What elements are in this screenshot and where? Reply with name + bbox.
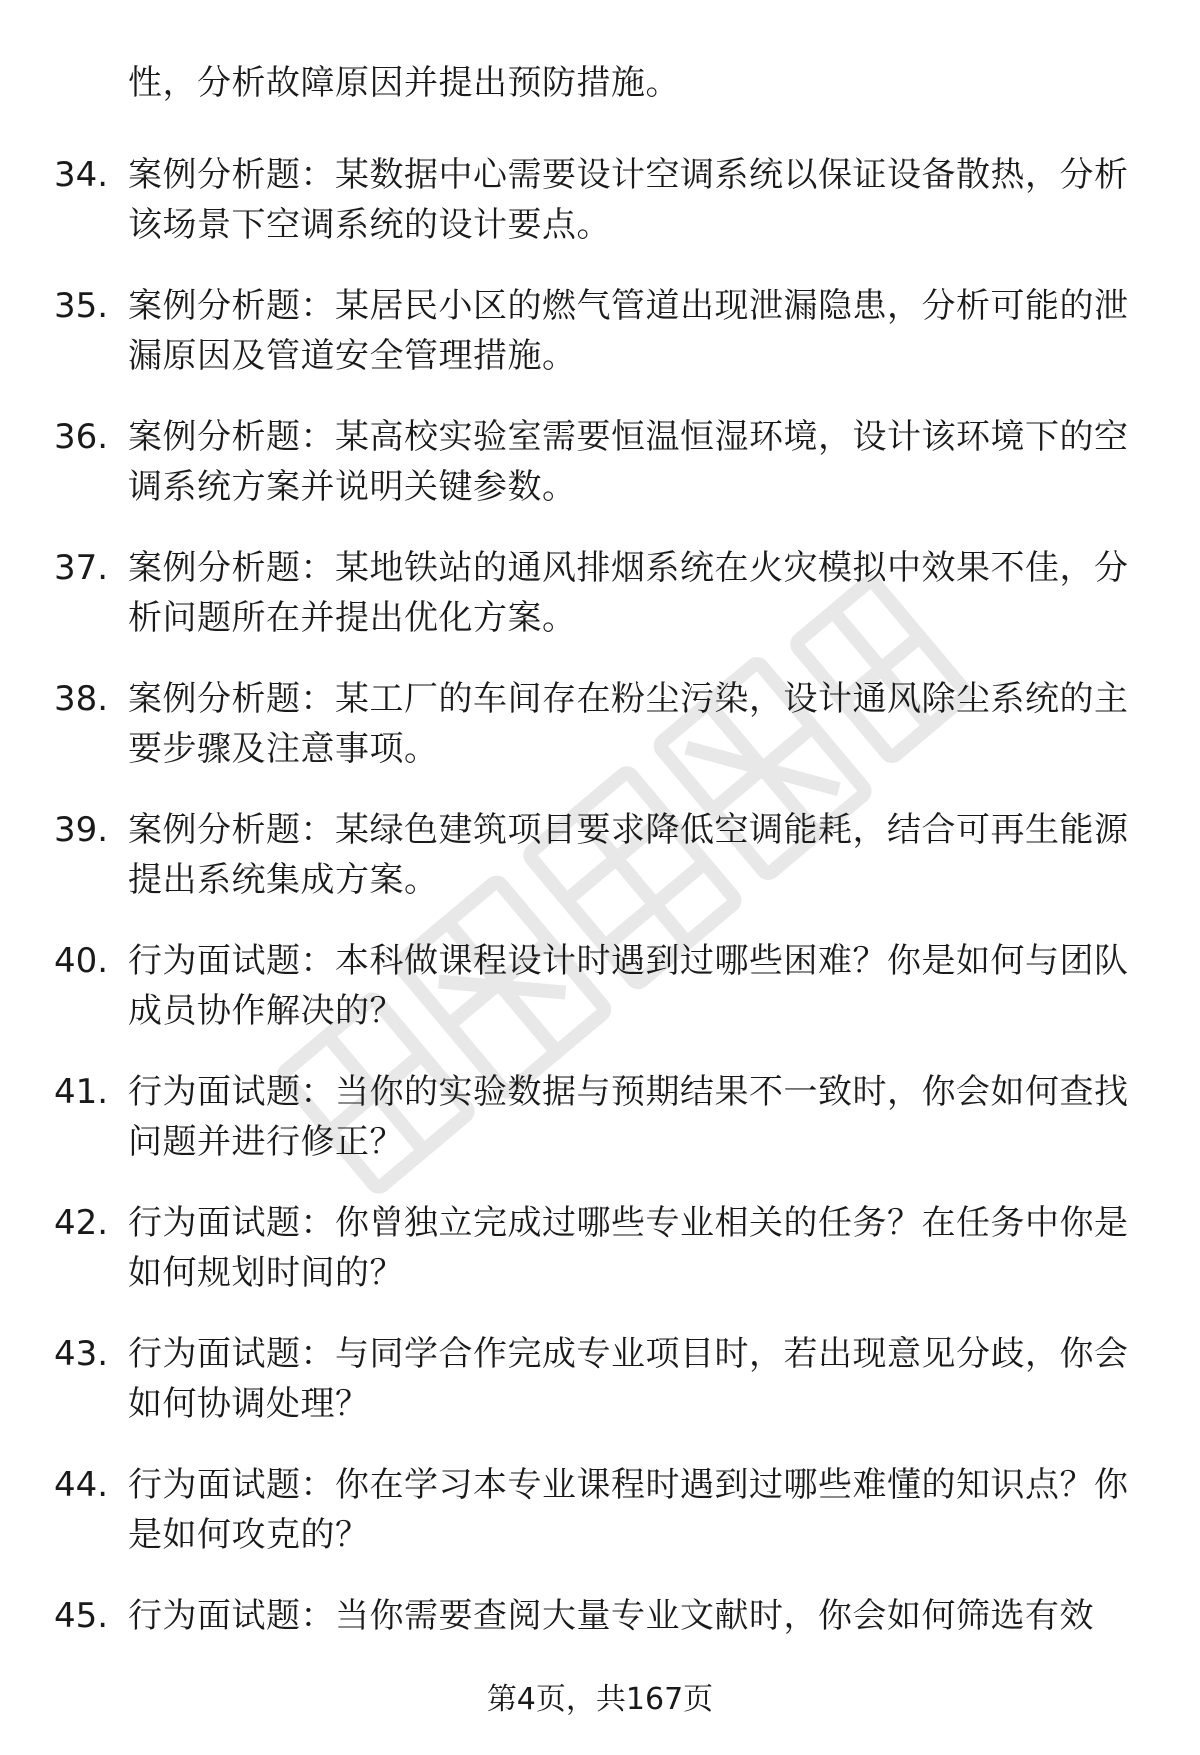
question-number: 41.	[54, 1072, 109, 1112]
question-number: 45.	[54, 1596, 109, 1636]
question-number: 37.	[54, 548, 109, 588]
question-text: 案例分析题：某地铁站的通风排烟系统在火灾模拟中效果不佳，分析问题所在并提出优化方案。	[128, 548, 1129, 638]
question-number: 39.	[54, 810, 109, 850]
question-item	[0, 412, 1200, 543]
question-list	[0, 150, 1200, 1722]
question-text: 案例分析题：某工厂的车间存在粉尘污染，设计通风除尘系统的主要步骤及注意事项。	[128, 679, 1129, 769]
question-item	[0, 1067, 1200, 1198]
question-item	[0, 543, 1200, 674]
question-number: 40.	[54, 941, 109, 981]
question-text: 案例分析题：某数据中心需要设计空调系统以保证设备散热，分析该场景下空调系统的设计要点。	[128, 155, 1129, 245]
question-text: 行为面试题：当你的实验数据与预期结果不一致时，你会如何查找问题并进行修正？	[128, 1072, 1129, 1162]
question-text: 案例分析题：某高校实验室需要恒温恒湿环境，设计该环境下的空调系统方案并说明关键参数。	[128, 417, 1129, 507]
page-footer: 第4页，共167页	[486, 1682, 714, 1717]
question-text: 行为面试题：你曾独立完成过哪些专业相关的任务？在任务中你是如何规划时间的？	[128, 1203, 1129, 1293]
question-item	[0, 281, 1200, 412]
question-item	[0, 1460, 1200, 1591]
question-text: 行为面试题：与同学合作完成专业项目时，若出现意见分歧，你会如何协调处理？	[128, 1334, 1129, 1424]
question-text: 行为面试题：当你需要查阅大量专业文献时，你会如何筛选有效	[128, 1596, 1094, 1636]
question-text: 行为面试题：本科做课程设计时遇到过哪些困难？你是如何与团队成员协作解决的？	[128, 941, 1129, 1031]
question-text: 案例分析题：某绿色建筑项目要求降低空调能耗，结合可再生能源提出系统集成方案。	[128, 810, 1129, 900]
question-item	[0, 936, 1200, 1067]
question-number: 38.	[54, 679, 109, 719]
question-item	[0, 805, 1200, 936]
question-item	[0, 674, 1200, 805]
question-text: 案例分析题：某居民小区的燃气管道出现泄漏隐患，分析可能的泄漏原因及管道安全管理措施。	[128, 286, 1129, 376]
question-number: 42.	[54, 1203, 109, 1243]
continued-text: 性，分析故障原因并提出预防措施。	[128, 63, 680, 103]
question-number: 34.	[54, 155, 109, 195]
question-item	[0, 1329, 1200, 1460]
question-text: 行为面试题：你在学习本专业课程时遇到过哪些难懂的知识点？你是如何攻克的？	[128, 1465, 1129, 1555]
question-number: 43.	[54, 1334, 109, 1374]
question-item	[0, 1198, 1200, 1329]
question-number: 44.	[54, 1465, 109, 1505]
question-item	[0, 150, 1200, 281]
question-number: 36.	[54, 417, 109, 457]
question-number: 35.	[54, 286, 109, 326]
